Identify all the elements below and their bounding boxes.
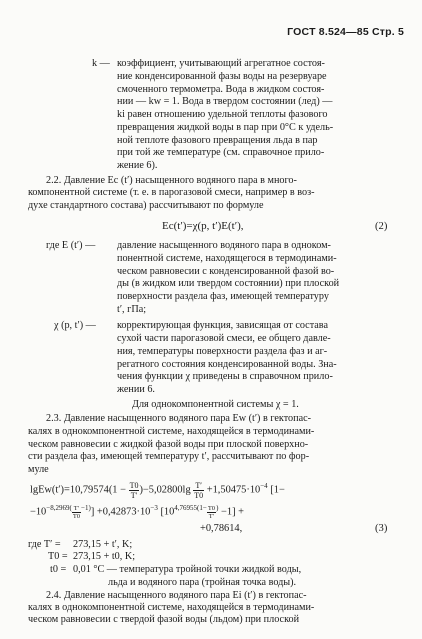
s23-line: 2.3. Давление насыщенного водяного пара Ew (t′) в гектопас- [46,413,312,425]
k-def-line: превращения жидкой воды в пар при 0°C к удель- [117,121,334,133]
s23-line: калях в однокомпонентной системе, находящейся в термодинами- [28,425,315,437]
chi-line: жении 6. [117,384,155,395]
formula-3-line2: $-10^{-8,2969(}$ $\frac{T'}{T0}$ $^{-1)}] +0,42873\cdot 10^{-3}$ [$10^{4,76955(1-}$ $\frac{T0}{T'}$ ) −1] + [30,504,244,520]
where-T-term: t0 = [50,564,67,576]
formula-3-line3: +0,78614, [200,523,243,535]
k-def-line: при той же температуре (см. справочное прило- [117,147,325,159]
chi-line: чения функции χ приведены в справочном прило- [117,371,333,383]
page-header: ГОСТ 8.524—85 Стр. 5 [287,26,404,38]
chi-line: корректирующая функция, зависящая от состава [117,320,329,332]
k-def-line: ние конденсированной фазы воды на резервуаре [117,70,327,82]
frac-Tp-T0: $\frac{T'}{T0}$ [194,481,204,501]
chi-line: ния, температуры поверхности раздела фаз и аг- [117,345,328,357]
where-E-line: ческом равновесии с конденсированной фазой во- [117,265,335,277]
k-def-line: нии — kw = 1. Вода в твердом состоянии (лед) — [117,96,333,108]
where-E-line: понентной системе, находящегося в термодинами- [117,252,337,264]
formula-2: Ec(t′)=χ(p, t′)E(t′), [162,220,244,233]
formula-3-line1: lgEw(t′)=10,79574(1 − $\frac{T0}{T'}$ )−5,02800lg $\frac{T'}{T0}$ $+1,50475\cdot 10^{-4}$ [1− [30,481,285,501]
single-component-note: Для однокомпонентной системы χ = 1. [132,398,299,410]
s23-line: ческом равновесии с жидкой фазой воды при плоской поверхно- [28,438,309,450]
s22-line: компонентной системе (т. е. в парогазовой смеси, например в воз- [28,187,315,199]
s24-line: калях в однокомпонентной системе, находящейся в термодинами- [28,601,315,613]
where-E-line: поверхности раздела фаз, имеющей температуру [117,291,329,303]
k-def-line: жение 6). [117,160,158,172]
s23-line: муле [28,464,49,476]
s23-line: сти раздела фаз, имеющей температуру t′, рассчитывают по фор- [28,451,310,463]
k-def-line: ной теплоте фазового превращения льда в пар [117,134,318,146]
chi-line: сухой части парогазовой смеси, ее общего давле- [117,333,331,345]
s24-line: ческом равновесии с твердой фазой воды (льдом) при плоской [28,613,300,625]
where-T-text: льда и водяного пара (тройная точка воды). [108,576,297,588]
where-E-line: давление насыщенного водяного пара в однoком- [117,240,331,252]
where-E-term: где E (t′) — [46,240,96,252]
s24-line: 2.4. Давление насыщенного водяного пара Ei (t′) в гектопас- [46,589,307,601]
where-T-term: где T′ = [28,538,61,550]
where-T-text: 273,15 + t′, K; [73,538,133,550]
eq-number-3: (3) [375,523,388,535]
s22-line: духе стандартного состава) рассчитывают по формуле [28,200,264,212]
chi-line: регатного состояния конденсированной воды. Зна- [117,358,337,370]
where-T-text: 0,01 °C — температура тройной точки жидкой воды, [73,564,302,576]
where-E-line: ды (в жидком или твердом состоянии) при плоской [117,278,340,290]
frac-T0-Tp: $\frac{T0}{T'}$ [129,481,139,501]
s22-line: 2.2. Давление Ec (t′) насыщенного водяного пара в много- [46,174,297,186]
k-def-line: ki равен отношению удельной теплоты фазового [117,109,328,121]
where-T-text: 273,15 + t0, K; [73,551,136,563]
where-T-term: T0 = [48,551,68,563]
eq-number-2: (2) [375,221,388,233]
where-E-line: t′, гПа; [117,303,147,315]
chi-term: χ (p, t′) — [54,320,96,332]
k-def-line: коэффициент, учитывающий агрегатное состоя- [117,58,325,70]
k-term: k — [92,58,110,70]
k-def-line: смоченного термометра. Вода в жидком состоя- [117,83,325,95]
